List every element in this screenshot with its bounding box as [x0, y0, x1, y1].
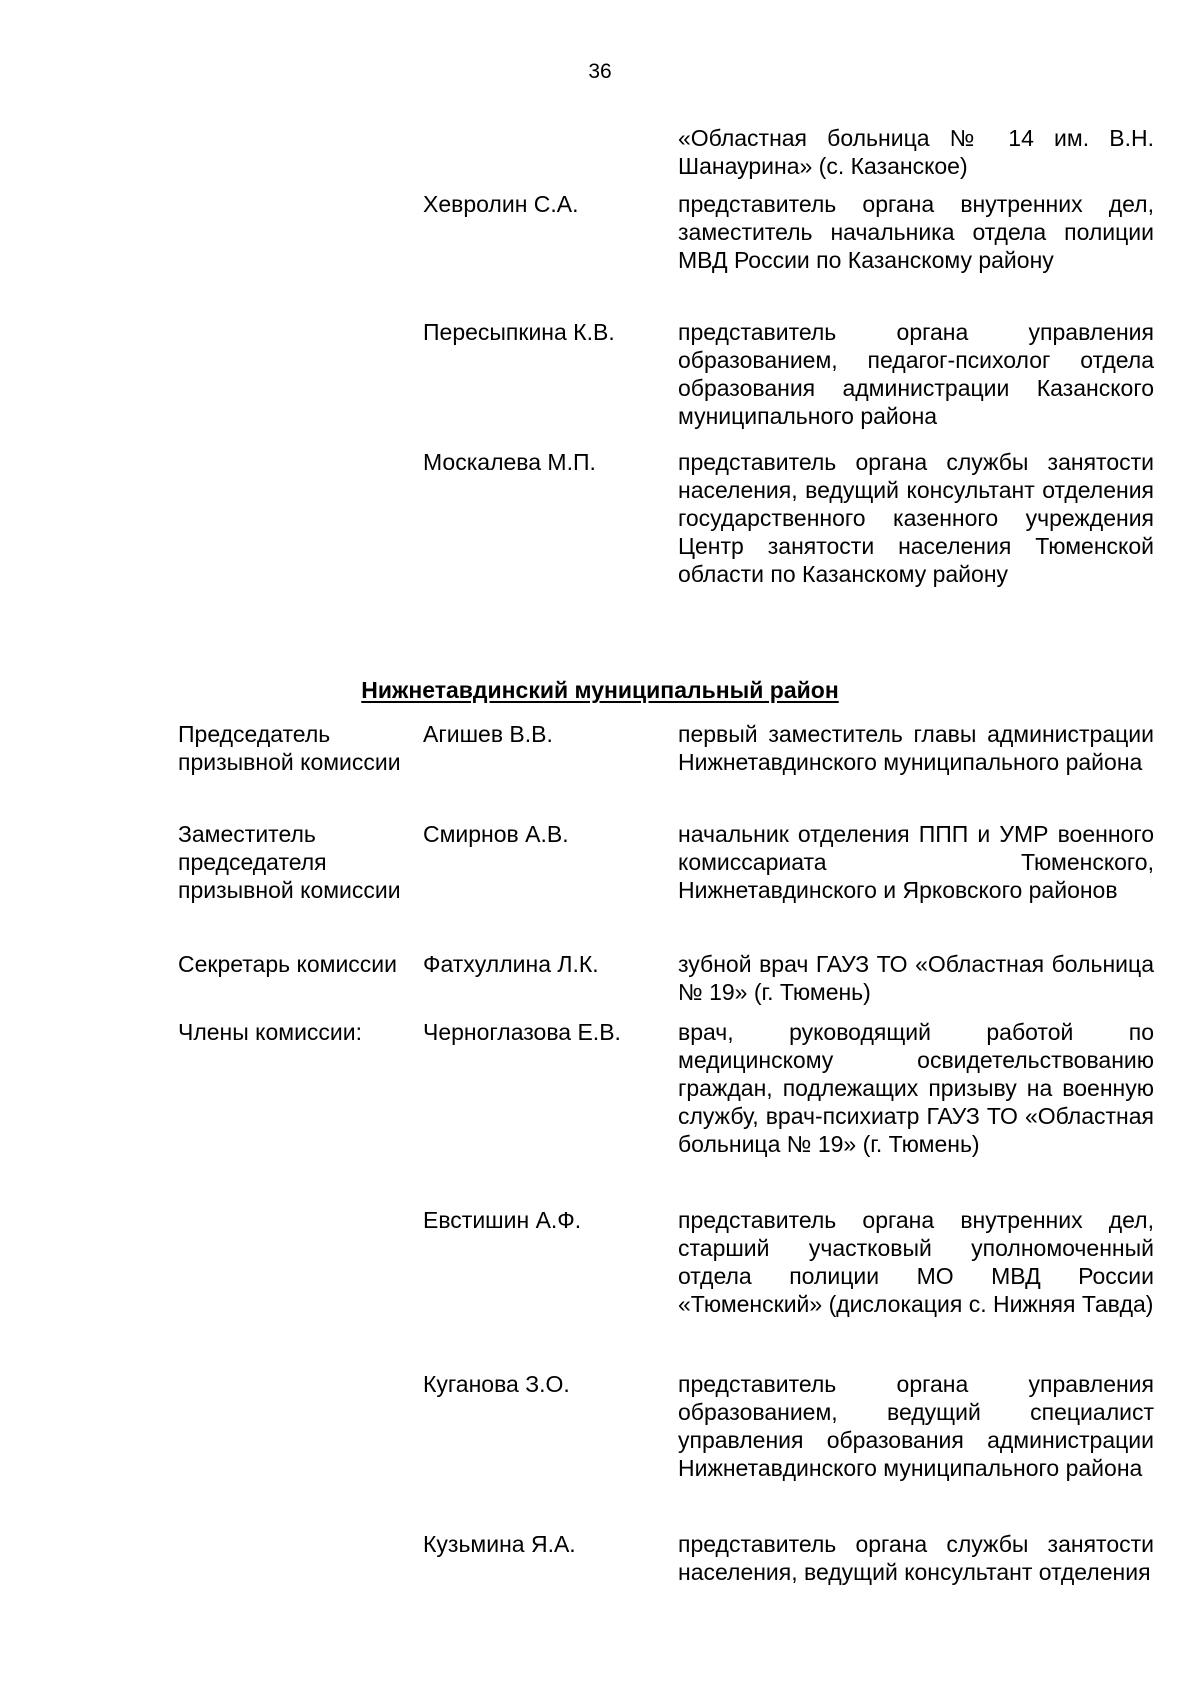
member-description: представитель органа службы занятости населения, ведущий консультант отделения государственного казенного учреждения Центр занятости населения Тюменской области по Казанскому району: [678, 449, 1154, 587]
member-description: представитель органа внутренних дел, старший участковый уполномоченный отдела полиции МО МВД России «Тюменский» (дислокация с. Нижняя Тавда): [678, 1207, 1154, 1317]
member-description: врач, руководящий работой по медицинскому освидетельствованию граждан, подлежащих призыву на военную службу, врач-психиатр ГАУЗ ТО «Областная больница № 19» (г. Тюмень): [678, 1019, 1154, 1157]
member-role: Заместитель председателя призывной комиссии: [178, 821, 401, 903]
member-name: Пересыпкина К.В.: [423, 319, 615, 345]
member-role: Председатель призывной комиссии: [178, 721, 401, 775]
member-name: Фатхуллина Л.К.: [423, 951, 599, 977]
member-role: Члены комиссии:: [178, 1019, 363, 1045]
member-name: Евстишин А.Ф.: [423, 1207, 582, 1233]
member-name: Куганова З.О.: [423, 1371, 570, 1397]
member-description: представитель органа внутренних дел, заместитель начальника отдела полиции МВД России по Казанскому району: [678, 191, 1154, 273]
district-heading: Нижнетавдинский муниципальный район: [361, 677, 839, 703]
member-name: Черноглазова Е.В.: [423, 1019, 621, 1045]
member-description: начальник отделения ППП и УМР военного комиссариата Тюменского, Нижнетавдинского и Ярковского районов: [678, 821, 1154, 903]
member-description: первый заместитель главы администрации Нижнетавдинского муниципального района: [678, 721, 1154, 775]
member-name: Смирнов А.В.: [423, 821, 569, 847]
member-name: Агишев В.В.: [423, 721, 553, 747]
member-role: Секретарь комиссии: [178, 951, 397, 977]
member-description: представитель органа управления образованием, ведущий специалист управления образования администрации Нижнетавдинского муниципального района: [678, 1371, 1154, 1481]
member-description: зубной врач ГАУЗ ТО «Областная больница № 19» (г. Тюмень): [678, 951, 1154, 1005]
member-name: Кузьмина Я.А.: [423, 1531, 576, 1557]
member-description: представитель органа службы занятости населения, ведущий консультант отделения: [678, 1531, 1154, 1585]
member-name: Хевролин С.А.: [423, 191, 579, 217]
member-name: Москалева М.П.: [423, 449, 596, 475]
member-description: представитель органа управления образованием, педагог-психолог отдела образования администрации Казанского муниципального района: [678, 319, 1154, 429]
page-number: 36: [588, 60, 612, 83]
member-description: «Областная больница № 14 им. В.Н. Шанаурина» (с. Казанское): [678, 125, 1154, 179]
